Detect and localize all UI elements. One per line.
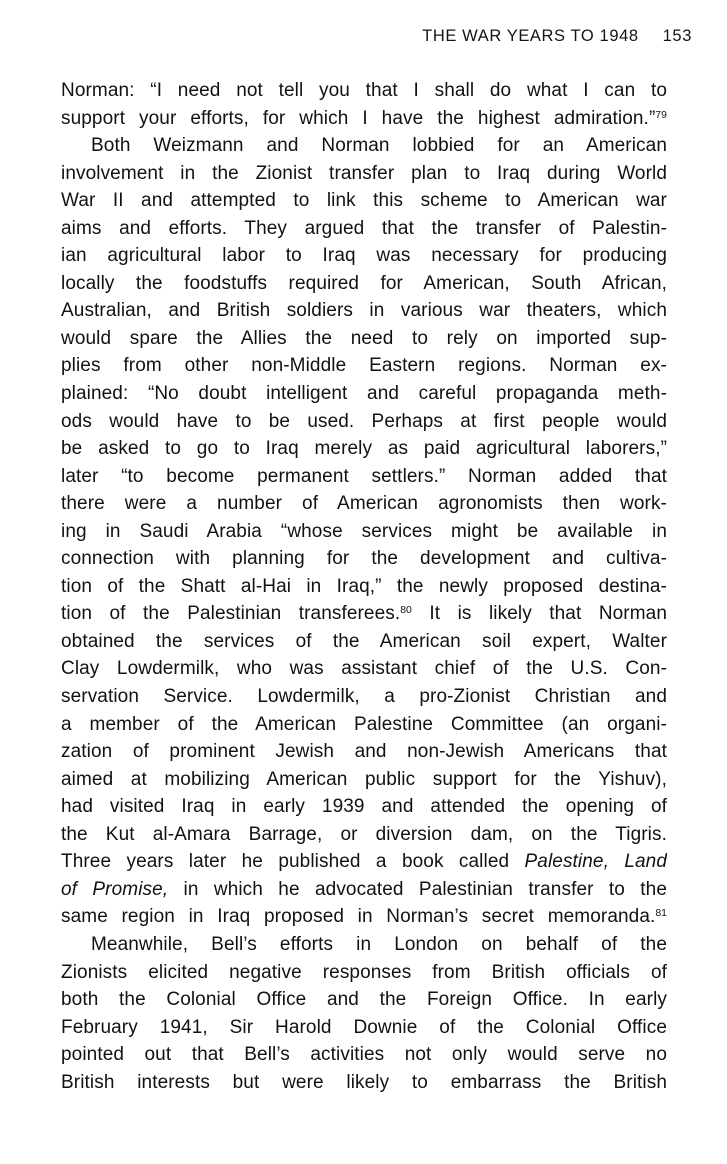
text-run: ods would have to be used. Perhaps at first people would (61, 410, 667, 432)
text-line (61, 325, 667, 353)
text-run: ing in Saudi Arabia “whose services might be available in (61, 520, 667, 542)
text-run: zation of prominent Jewish and non-Jewish Americans that (61, 741, 667, 763)
text-line (61, 1069, 667, 1097)
text-run: Meanwhile, Bell’s efforts in London on behalf of the (91, 933, 667, 955)
text-line (61, 573, 667, 601)
footnote-marker: 81 (655, 908, 667, 920)
text-line (61, 903, 667, 931)
footnote-marker: 80 (400, 605, 412, 617)
text-line (61, 766, 667, 794)
text-run: locally the foodstuffs required for American, South African, (61, 272, 667, 294)
text-line (61, 628, 667, 656)
text-line (61, 408, 667, 436)
text-line (61, 490, 667, 518)
text-run: British interests but were likely to embarrass the British (61, 1071, 667, 1093)
text-line (61, 132, 667, 160)
text-line (61, 1014, 667, 1042)
text-run: Both Weizmann and Norman lobbied for an American (91, 135, 667, 157)
paragraph (61, 77, 667, 132)
text-line (61, 77, 667, 105)
text-run: Australian, and British soldiers in various war theaters, which (61, 300, 667, 322)
text-line (61, 986, 667, 1014)
chapter-title: THE WAR YEARS TO 1948 (422, 27, 639, 45)
text-line (61, 545, 667, 573)
text-line (61, 435, 667, 463)
text-line (61, 959, 667, 987)
text-run: plained: “No doubt intelligent and careful propaganda meth- (61, 383, 667, 405)
text-run: would spare the Allies the need to rely on imported sup- (61, 327, 667, 349)
text-line (61, 655, 667, 683)
text-run: there were a number of American agronomists then work- (61, 493, 667, 515)
text-line (61, 105, 667, 133)
running-head (422, 27, 692, 46)
text-line (61, 793, 667, 821)
text-run: Zionists elicited negative responses from British officials of (61, 961, 667, 983)
text-run: both the Colonial Office and the Foreign Office. In early (61, 989, 667, 1011)
text-line (61, 931, 667, 959)
text-run: be asked to go to Iraq merely as paid agricultural laborers,” (61, 438, 667, 460)
text-line (61, 1041, 667, 1069)
footnote-marker: 79 (655, 109, 667, 121)
text-line (61, 270, 667, 298)
text-run: the Kut al-Amara Barrage, or diversion dam, on the Tigris. (61, 823, 667, 845)
text-run: tion of the Palestinian transferees. (61, 603, 401, 625)
text-run: a member of the American Palestine Committee (an organi- (61, 713, 667, 735)
text-run: involvement in the Zionist transfer plan to Iraq during World (61, 162, 667, 184)
text-line (61, 876, 667, 904)
text-run: plies from other non-Middle Eastern regions. Norman ex- (61, 355, 667, 377)
text-line (61, 242, 667, 270)
text-line (61, 738, 667, 766)
text-run: support your efforts, for which I have the highest admiration.” (61, 107, 656, 129)
text-run: in which he advocated Palestinian transfer to the (168, 878, 667, 900)
text-run: ian agricultural labor to Iraq was necessary for producing (61, 245, 667, 267)
text-run: tion of the Shatt al-Hai in Iraq,” the newly proposed destina- (61, 575, 667, 597)
page-number: 153 (662, 27, 692, 45)
page-body (61, 77, 667, 1096)
text-run: War II and attempted to link this scheme to American war (61, 190, 667, 212)
book-title-italic: Palestine, Land (524, 851, 667, 873)
paragraph (61, 931, 667, 1096)
text-run: later “to become permanent settlers.” Norman added that (61, 465, 667, 487)
text-run: obtained the services of the American soil expert, Walter (61, 630, 667, 652)
text-line (61, 380, 667, 408)
text-line (61, 518, 667, 546)
text-run: pointed out that Bell’s activities not only would serve no (61, 1044, 667, 1066)
text-run: Clay Lowdermilk, who was assistant chief of the U.S. Con- (61, 658, 667, 680)
text-run: aimed at mobilizing American public support for the Yishuv), (61, 768, 667, 790)
text-line (61, 600, 667, 628)
text-run: same region in Iraq proposed in Norman’s secret memoranda. (61, 906, 656, 928)
book-title-italic: of Promise, (61, 878, 169, 900)
text-line (61, 187, 667, 215)
paragraph (61, 132, 667, 931)
text-run: February 1941, Sir Harold Downie of the Colonial Office (61, 1016, 667, 1038)
text-line (61, 215, 667, 243)
text-run: Norman: “I need not tell you that I shall do what I can to (61, 80, 667, 101)
text-run: servation Service. Lowdermilk, a pro-Zionist Christian and (61, 686, 667, 708)
text-line (61, 352, 667, 380)
text-run: Three years later he published a book called (61, 851, 525, 873)
text-run: aims and efforts. They argued that the transfer of Palestin- (61, 217, 667, 239)
text-line (61, 821, 667, 849)
text-run: connection with planning for the development and cultiva- (61, 548, 667, 570)
text-line (61, 297, 667, 325)
text-line (61, 683, 667, 711)
text-line (61, 463, 667, 491)
text-line (61, 848, 667, 876)
text-run: had visited Iraq in early 1939 and attended the opening of (61, 796, 667, 818)
text-line (61, 711, 667, 739)
text-run: It is likely that Norman (411, 603, 667, 625)
text-line (61, 160, 667, 188)
